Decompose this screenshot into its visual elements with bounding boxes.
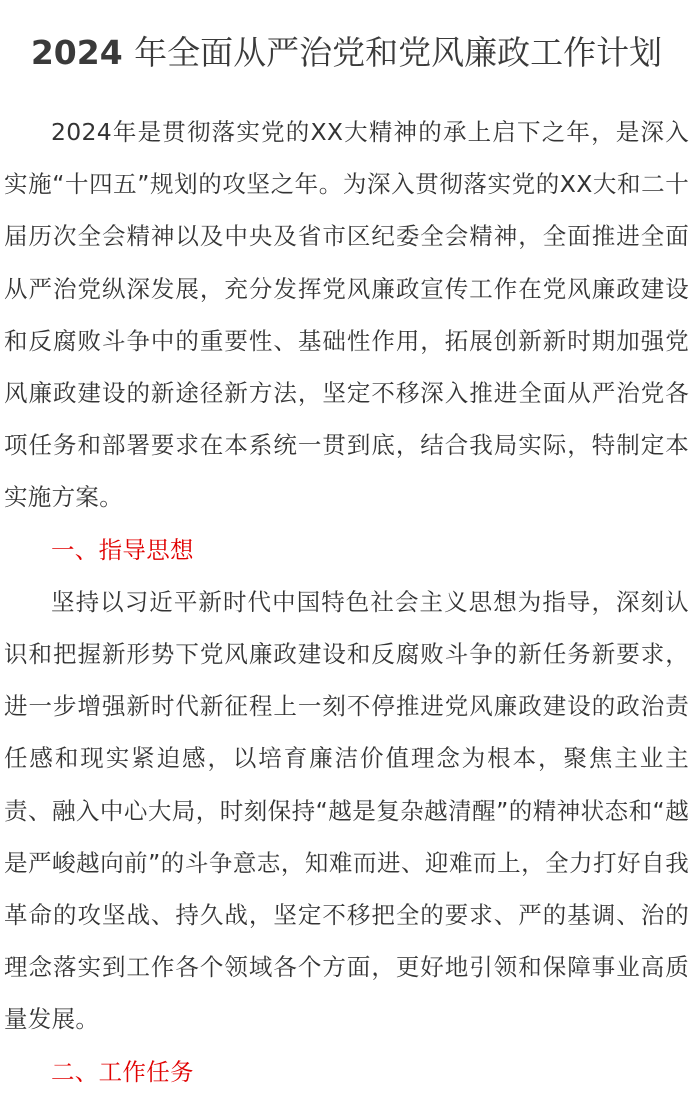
document-body: [4, 106, 689, 1098]
section-heading-work-tasks: 二、工作任务: [51, 1057, 194, 1086]
document-title: [4, 0, 689, 82]
title-year: 2024: [30, 33, 123, 72]
paragraph-intro: 2024年是贯彻落实党的XX大精神的承上启下之年，是深入实施“十四五”规划的攻坚之年。为深入贯彻落实党的XX大和二十届历次全会精神以及中央及省市区纪委全会精神，全面推进全面从严治党纵深发展，充分发挥党风廉政宣传工作在党风廉政建设和反腐败斗争中的重要性、基础性作用，拓展创新新时期加强党风廉政建设的新途径新方法，坚定不移深入推进全面从严治党各项任务和部署要求在本系统一贯到底，结合我局实际，特制定本实施方案。: [4, 118, 689, 512]
title-text: 年全面从严治党和党风廉政工作计划: [134, 33, 663, 72]
section-heading-guiding-ideology: 一、指导思想: [51, 535, 194, 564]
paragraph-guiding-ideology: 坚持以习近平新时代中国特色社会主义思想为指导，深刻认识和把握新形势下党风廉政建设和反腐败斗争的新任务新要求，进一步增强新时代新征程上一刻不停推进党风廉政建设的政治责任感和现实紧迫感，以培育廉洁价值理念为根本，聚焦主业主责、融入中心大局，时刻保持“越是复杂越清醒”的精神状态和“越是严峻越向前”的斗争意志，知难而进、迎难而上，全力打好自我革命的攻坚战、持久战，坚定不移把全的要求、严的基调、治的理念落实到工作各个领域各个方面，更好地引领和保障事业高质量发展。: [4, 587, 689, 1034]
